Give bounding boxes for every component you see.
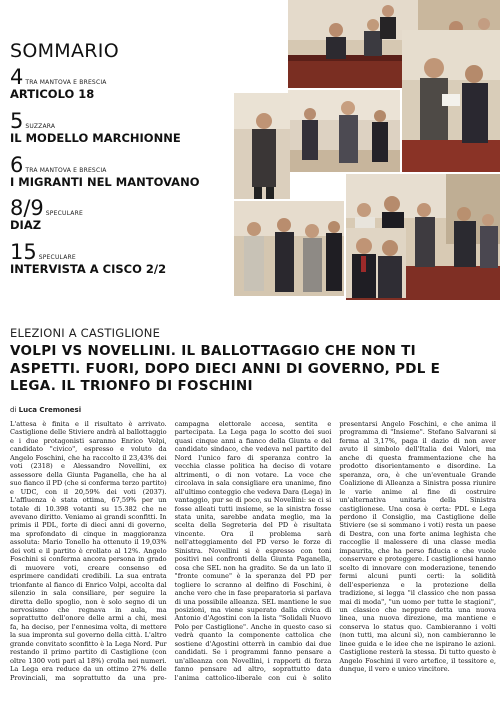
toc-item[interactable] (10, 111, 181, 145)
toc-title: DIAZ (10, 218, 42, 232)
author-name: Luca Cremonesi (18, 406, 82, 414)
toc-title: IL MODELLO MARCHIONNE (10, 131, 181, 145)
toc-title: INTERVISTA A CISCO 2/2 (10, 262, 167, 276)
toc-page-number: 8/9 (10, 196, 44, 220)
toc-item[interactable] (10, 155, 199, 189)
toc-page-number: 5 (10, 109, 24, 133)
toc-kicker: TRA MANTOVA E BRESCIA (25, 79, 107, 86)
byline (10, 406, 81, 414)
toc-page-number: 4 (10, 65, 24, 89)
toc-title: ARTICOLO 18 (10, 87, 95, 101)
photo-man-standing (234, 93, 290, 199)
byline-prefix: di (10, 406, 17, 414)
toc-page-number: 6 (10, 153, 24, 177)
toc-kicker: TRA MANTOVA E BRESCIA (25, 167, 107, 174)
article-headline: VOLPI VS NOVELLINI. IL BALLOTTAGGIO CHE NON TI ASPETTI. FUORI, DOPO DIECI ANNI DI GOVERNO, PDL E LEGA. IL TRIONFO DI FOSCHINI (10, 343, 441, 394)
toc-kicker: SUZZARA (25, 123, 56, 130)
toc-item[interactable] (10, 242, 166, 276)
photo-people-standing (288, 90, 400, 172)
sommario-title: SOMMARIO (10, 40, 119, 62)
toc-title: I MIGRANTI NEL MANTOVANO (10, 175, 200, 189)
toc-kicker: SPECULARE (38, 254, 76, 261)
section-kicker: ELEZIONI A CASTIGLIONE (10, 326, 161, 340)
photo-man-reading (402, 30, 500, 172)
toc-kicker: SPECULARE (45, 210, 83, 217)
article-body (10, 420, 496, 718)
toc-item[interactable] (10, 198, 83, 232)
photo-hall-crowd (234, 201, 344, 296)
photo-men-portrait (346, 228, 406, 298)
toc-page-number: 15 (10, 240, 37, 264)
article-text: L'attesa è finita e il risultato è arrivato. Castiglione delle Stiviere andrà al ballottaggio e i due protagonisti saranno Enrico Volpi, candidato "civico", espresso e voluto da Angelo Foschini, che ha raccolto il 23,43% dei voti (2318) e Alessandro Novellini, ex assessore della Giunta Paganella, che ha al suo fianco il PD (che si conferma terzo partito) e UDC, con il 20,59% dei voti (2037). L'affluenza è stata ottima, 67,59% per un totale di 10.398 votanti su 15.382 che ne avevano diritto. Veniamo ai grandi sconfitti. In primis il PDL, forte di dieci anni di governo, ma sprofondato di cinque in maggioranza assoluta: Mario Tonello ha ottenuto il 19,03% dei voti e il partito è crollato al 12%. Angelo Foschini si conferma ancora persona in grado di muovere voti, creare consenso ed esprimere candidati credibili. La sua entrata trionfante al fianco di Enrico Volpi, accolta dal silenzio in sala consiliare, per seguire la diretta dello spoglio, non è solo segno di un nervosismo che regnava in aula, ma soprattutto dell'onore delle armi a chi, mesi fa, ha deciso, per l'ennesima volta, di mettere la sua impronta sul governo della città. L'altro grande convitato sconfitto è la Lega Nord. Pur restando il primo partito di Castiglione (con oltre 1300 voti pari al 18%) crolla nei numeri. La Lega era reduce da un ottimo 27% delle Provinciali, ma soprattutto da una pre-campagna elettorale accesa, sentita e partecipata. La Lega paga lo scotto dei suoi quasi cinque anni a fianco della Giunta e del candidato sindaco, che vedeva nel partito del Nord l'unico faro di speranza contro la vecchia classe politica ha deciso di votare altrimenti, o di non votare. La voce che circolava in sala consigliare era unanime, fino all'ultimo conteggio che vedeva Dara (Lega) in vantaggio, pur se di poco, su Novellini: se ci si fosse alleati tutti insieme, se la sinistra fosse stata unita, sarebbe andata meglio, ma la scelta della Segreteria del PD è risultata vincente. Ora il problema sarà nell'atteggiamento del PD verso le forze di Sinistra. Novellini si è espresso con toni positivi nei confronti della Giunta Paganella, cosa che SEL non ha gradito. Se da un lato il "fronte comune" è la speranza del PD per togliere lo scranno al delfino di Foschini, è anche vero che in fase preparatoria si parlava di una possibile alleanza. SEL mantiene le sue posizioni, ma viene superato dalla civica di Antonio d'Agostini con la lista "Solidali Nuovo Polo per Castiglione". Anche in questo caso si vedrà quanto la componente cattolica che sostiene d'Agostini otterrà in cambio dai due candidati. Se i programmi fanno pensare a un'alleanza con Novellini, i rapporti di forza fanno pensare ad altro, soprattutto data l'anima cattolico-liberale con cui è solito presentarsi Angelo Foschini, e che anima il programma di "Insieme". Stefano Salvarani si ferma al 3,17%, paga il dazio di non aver avuto il simbolo dell'Italia dei Valori, ma anche di questa frammentazione che ha prodotto disorientamento e disordine. La speranza, ora, è che un'eventuale Grande Coalizione di Alleanza a Sinistra possa riunire le varie anime al fine di costruire un'alternativa unitaria della Sinistra castiglionese. Una cosa è certa: PDL e Lega perdono il Consiglio, ma Castiglione delle Stiviere (se si sommano i voti) resta un paese di Destra, con una forte anima leghista che raccoglie il malessere di una classe media impaurita, che ha perso fiducia e che vuole conservare e proteggere. I castiglionesi hanno scelto di innovare con moderazione, tenendo fermi alcuni punti certi: la solidità dell'esperienza e la protezione della tradizione, si legga "il classico che non passa mai di moda", "un uomo per tutte le stagioni", un classico che neppure detta una nuova linea, una nuova direzione, ma mantiene e conserva lo status quo. Cambieranno i volti (non tutti, ma alcuni sì), non cambieranno le linee guida e le idee che ne ispirano le azioni. Castiglione resterà la stessa. Di tutto questo è Angelo Foschini il vero artefice, il tessitore e, dunque, il vero e unico vincitore. (10, 420, 496, 682)
toc-item[interactable] (10, 67, 107, 101)
